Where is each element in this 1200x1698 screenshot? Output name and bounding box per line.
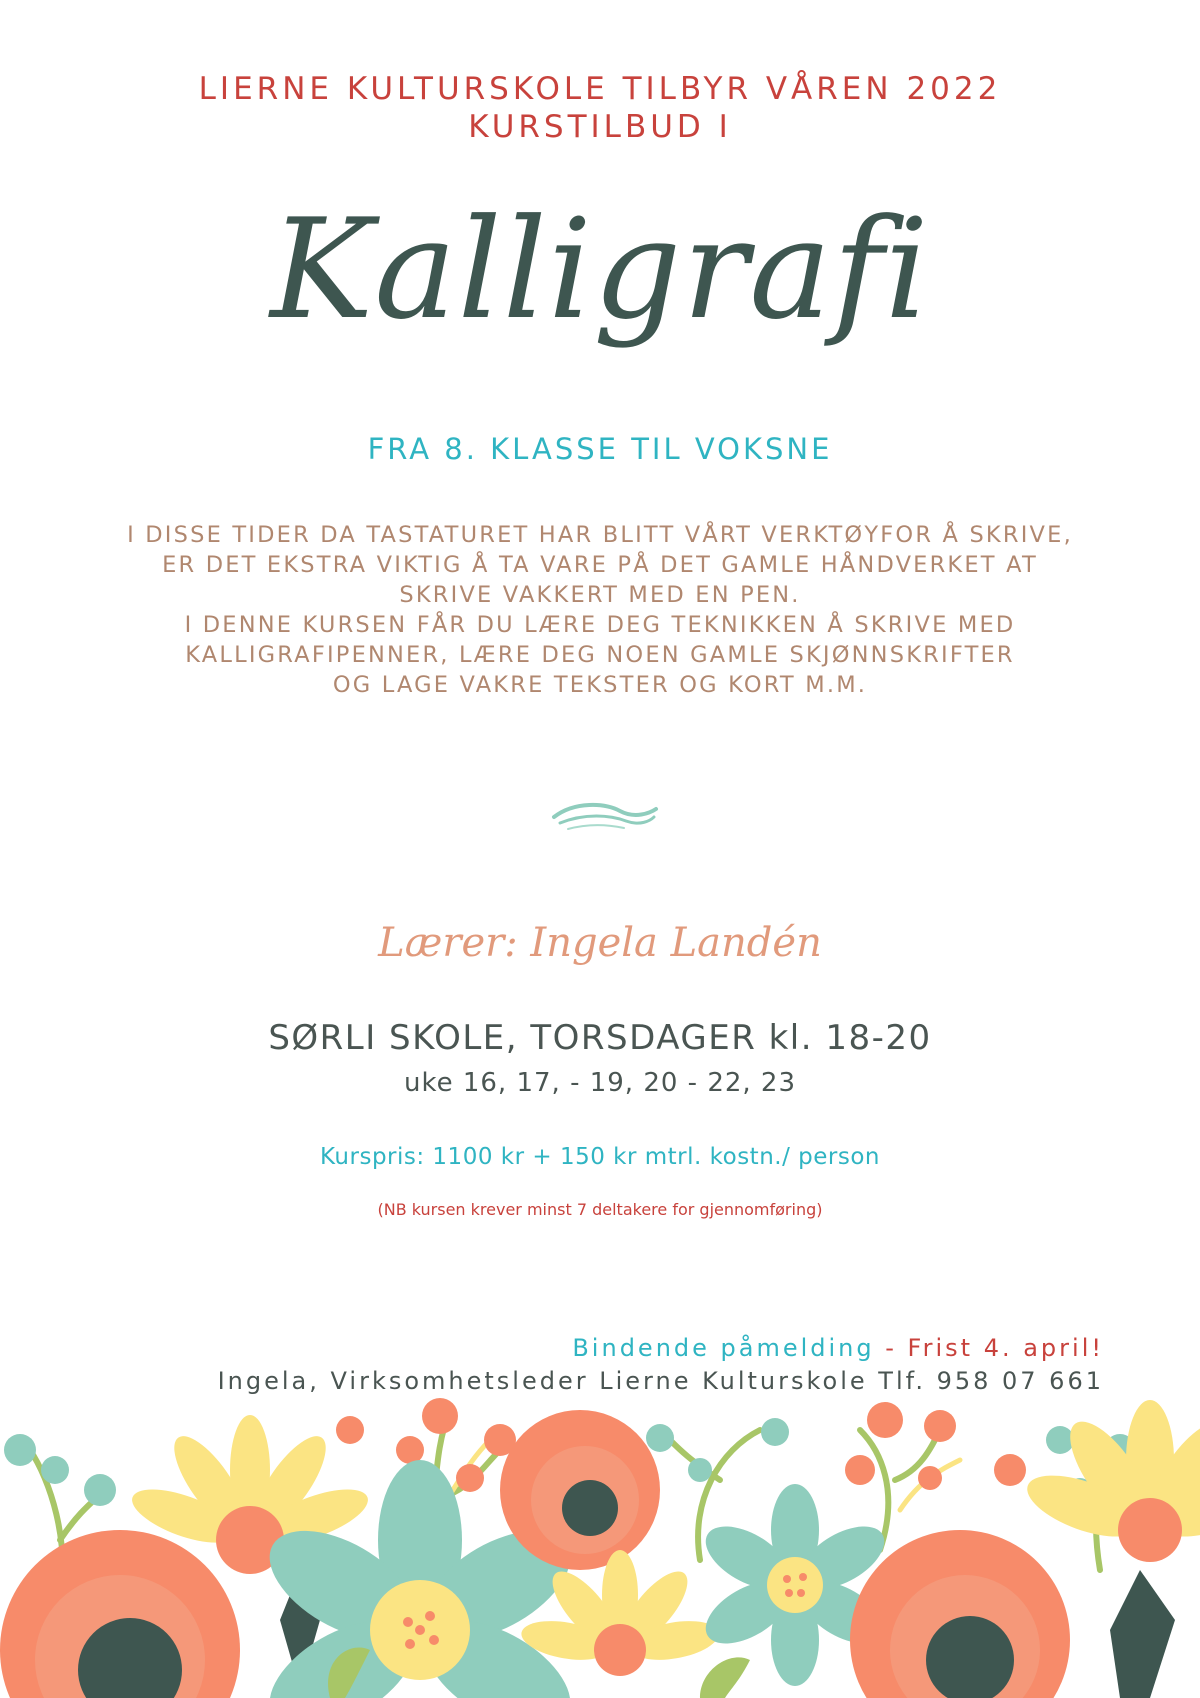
description-line: I DISSE TIDER DA TASTATURET HAR BLITT VÅRT VERKTØYFOR Å SKRIVE,: [127, 522, 1073, 548]
description-line: SKRIVE VAKKERT MED EN PEN.: [399, 582, 801, 608]
contact-info: Ingela, Virksomhetsleder Lierne Kulturskole Tlf. 958 07 661: [217, 1367, 1104, 1395]
location-and-time: SØRLI SKOLE, TORSDAGER kl. 18-20: [268, 1018, 932, 1058]
course-weeks: uke 16, 17, - 19, 20 - 22, 23: [403, 1068, 797, 1098]
description-line: ER DET EKSTRA VIKTIG Å TA VARE PÅ DET GAMLE HÅNDVERKET AT: [162, 552, 1038, 578]
course-description: [0, 520, 1200, 700]
description-line: KALLIGRAFIPENNER, LÆRE DEG NOEN GAMLE SKJØNNSKRIFTER: [185, 642, 1015, 668]
audience-label: FRA 8. KLASSE TIL VOKSNE: [367, 432, 833, 466]
header-line-2: KURSTILBUD I: [468, 109, 732, 145]
signup-line: [572, 1334, 1104, 1362]
teacher-name: Lærer: Ingela Landén: [378, 920, 822, 966]
flyer-header: [0, 70, 1200, 146]
flower-border-illustration: [0, 1390, 1200, 1698]
swash-ornament-icon: [550, 795, 660, 835]
course-price: Kurspris: 1100 kr + 150 kr mtrl. kostn./ person: [319, 1144, 880, 1170]
course-title: Kalligrafi: [270, 189, 930, 350]
header-line-1: LIERNE KULTURSKOLE TILBYR VÅREN 2022: [198, 71, 1002, 107]
signup-deadline: - Frist 4. april!: [874, 1334, 1104, 1362]
participant-note: (NB kursen krever minst 7 deltakere for gjennomføring): [377, 1200, 823, 1219]
description-line: OG LAGE VAKRE TEKSTER OG KORT M.M.: [332, 672, 868, 698]
description-line: I DENNE KURSEN FÅR DU LÆRE DEG TEKNIKKEN Å SKRIVE MED: [184, 612, 1016, 638]
signup-label: Bindende påmelding: [572, 1334, 875, 1362]
